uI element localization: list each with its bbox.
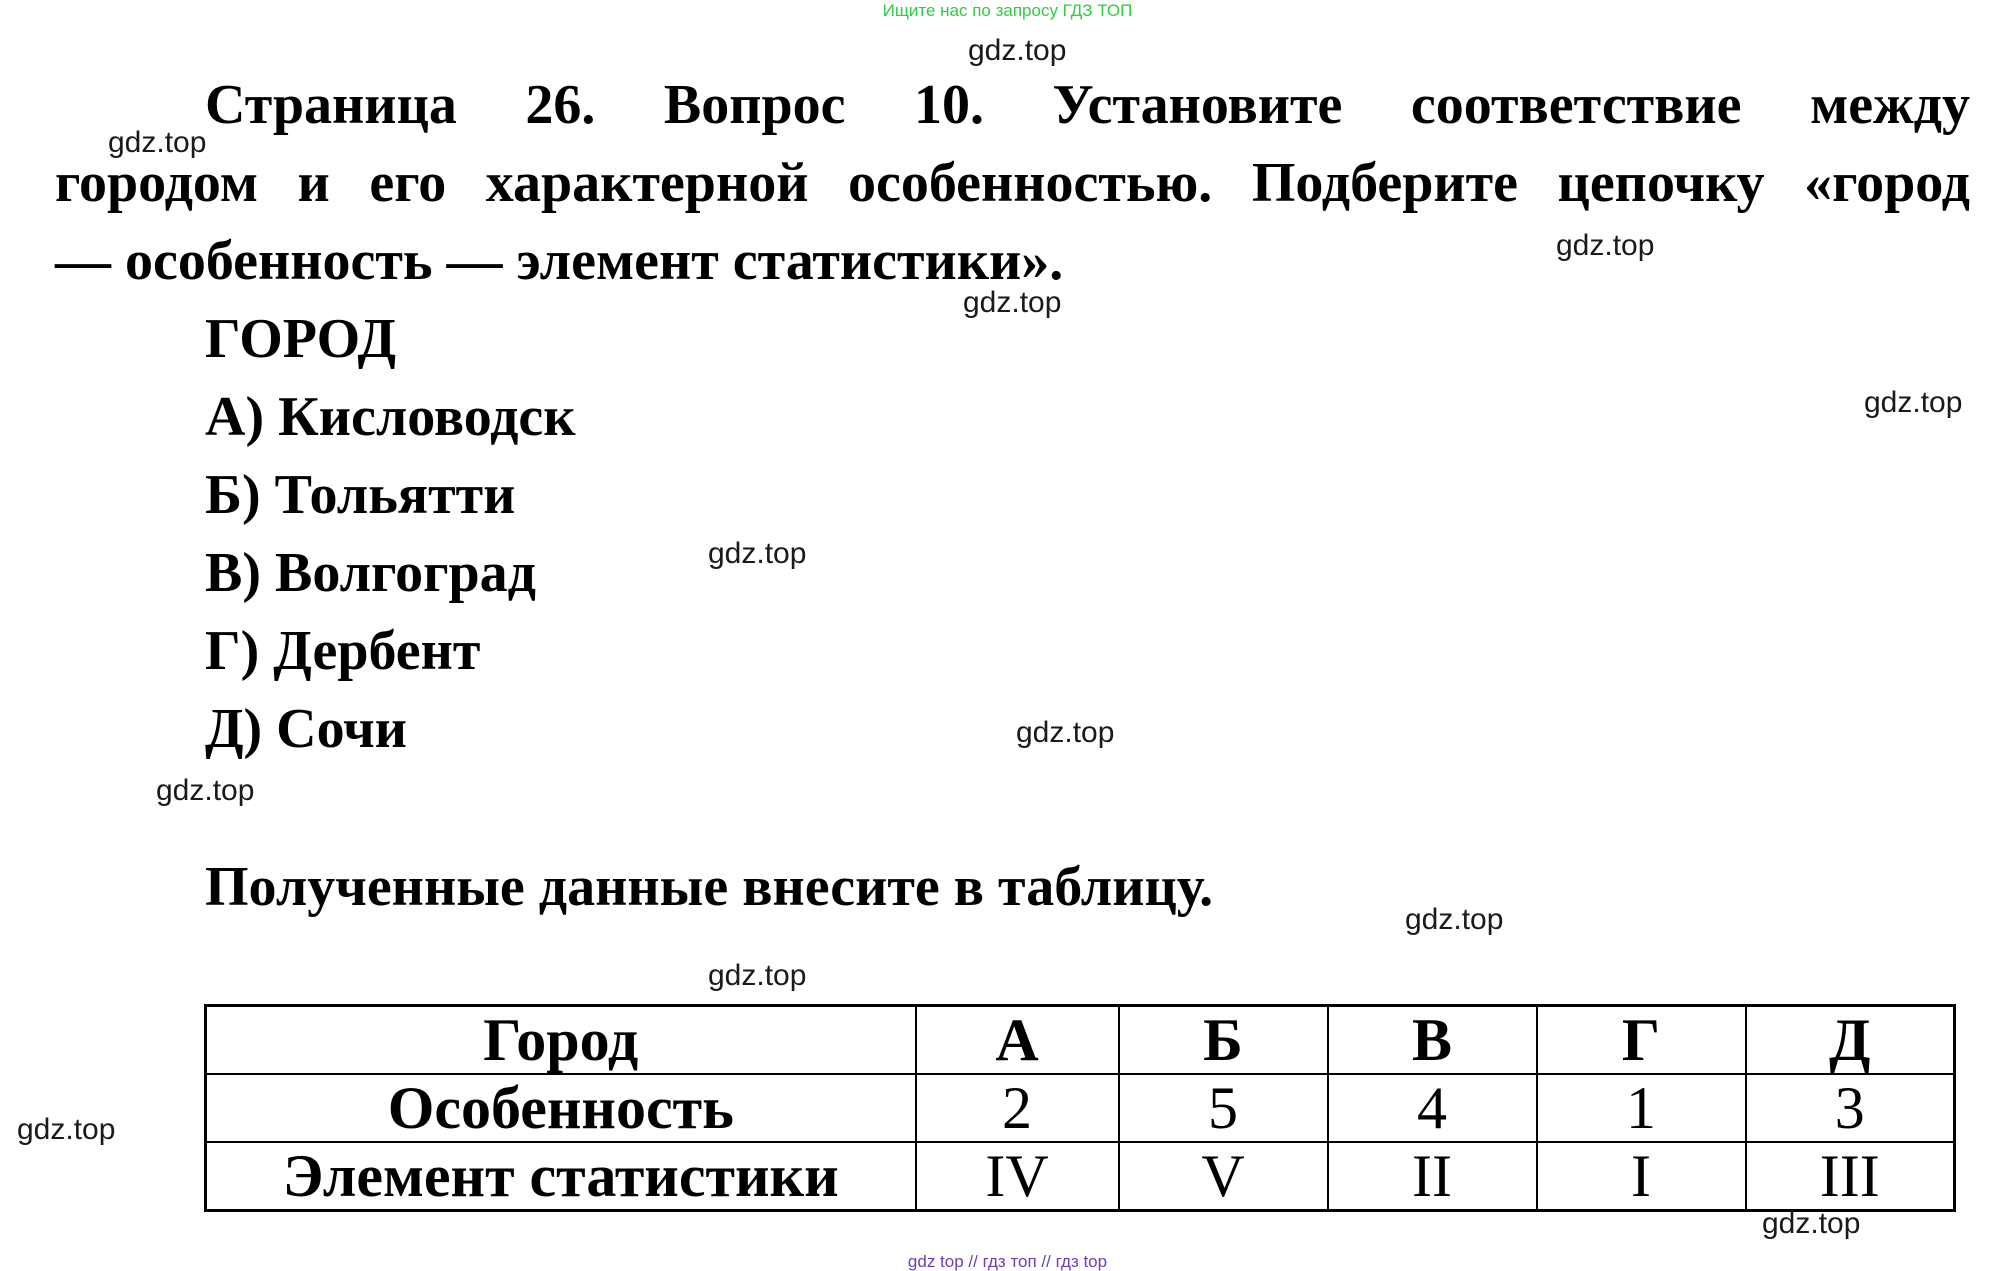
table-cell: 2: [916, 1074, 1119, 1142]
watermark: gdz.top: [963, 286, 1062, 319]
city-item-g: Г) Дербент: [205, 620, 481, 682]
question-line-1: Страница 26. Вопрос 10. Установите соответствие между: [205, 74, 1970, 136]
table-cell: 4: [1328, 1074, 1537, 1142]
watermark: gdz.top: [708, 959, 807, 992]
table-row-statistics: [206, 1142, 1955, 1211]
table-cell: IV: [916, 1142, 1119, 1211]
watermark: gdz.top: [1016, 716, 1115, 749]
watermark: gdz.top: [1556, 229, 1655, 262]
answer-table: [204, 1004, 1956, 1212]
watermark: gdz.top: [156, 774, 255, 807]
table-cell: 5: [1119, 1074, 1328, 1142]
city-item-b: Б) Тольятти: [205, 464, 516, 526]
table-cell: III: [1746, 1142, 1955, 1211]
footer-links: gdz top // гдз топ // гдз top: [907, 1252, 1108, 1271]
table-instruction: Полученные данные внесите в таблицу.: [205, 856, 1214, 918]
table-cell: I: [1537, 1142, 1746, 1211]
watermark: gdz.top: [108, 126, 207, 159]
table-cell: 3: [1746, 1074, 1955, 1142]
row-label-city: Город: [206, 1006, 916, 1075]
row-label-statistics: Элемент статистики: [206, 1142, 916, 1211]
question-line-3: — особенность — элемент статистики».: [55, 230, 1064, 292]
watermark: gdz.top: [708, 537, 807, 570]
question-line-2: городом и его характерной особенностью. Подберите цепочку «город: [55, 152, 1970, 214]
table-cell: В: [1328, 1006, 1537, 1075]
watermark: gdz.top: [968, 34, 1067, 67]
table-cell: V: [1119, 1142, 1328, 1211]
table-cell: Д: [1746, 1006, 1955, 1075]
table-row-city: [206, 1006, 1955, 1075]
table-cell: 1: [1537, 1074, 1746, 1142]
city-item-v: В) Волгоград: [205, 542, 536, 604]
watermark: gdz.top: [1762, 1207, 1861, 1240]
watermark: gdz.top: [1864, 386, 1963, 419]
watermark: gdz.top: [17, 1113, 116, 1146]
table-cell: Г: [1537, 1006, 1746, 1075]
city-item-d: Д) Сочи: [205, 698, 408, 760]
search-hint-banner: Ищите нас по запросу ГДЗ ТОП: [882, 1, 1133, 20]
table-row-feature: [206, 1074, 1955, 1142]
city-item-a: А) Кисловодск: [205, 386, 576, 448]
table-cell: Б: [1119, 1006, 1328, 1075]
city-list-heading: ГОРОД: [205, 308, 396, 370]
watermark: gdz.top: [1405, 903, 1504, 936]
table-cell: II: [1328, 1142, 1537, 1211]
table-cell: А: [916, 1006, 1119, 1075]
row-label-feature: Особенность: [206, 1074, 916, 1142]
